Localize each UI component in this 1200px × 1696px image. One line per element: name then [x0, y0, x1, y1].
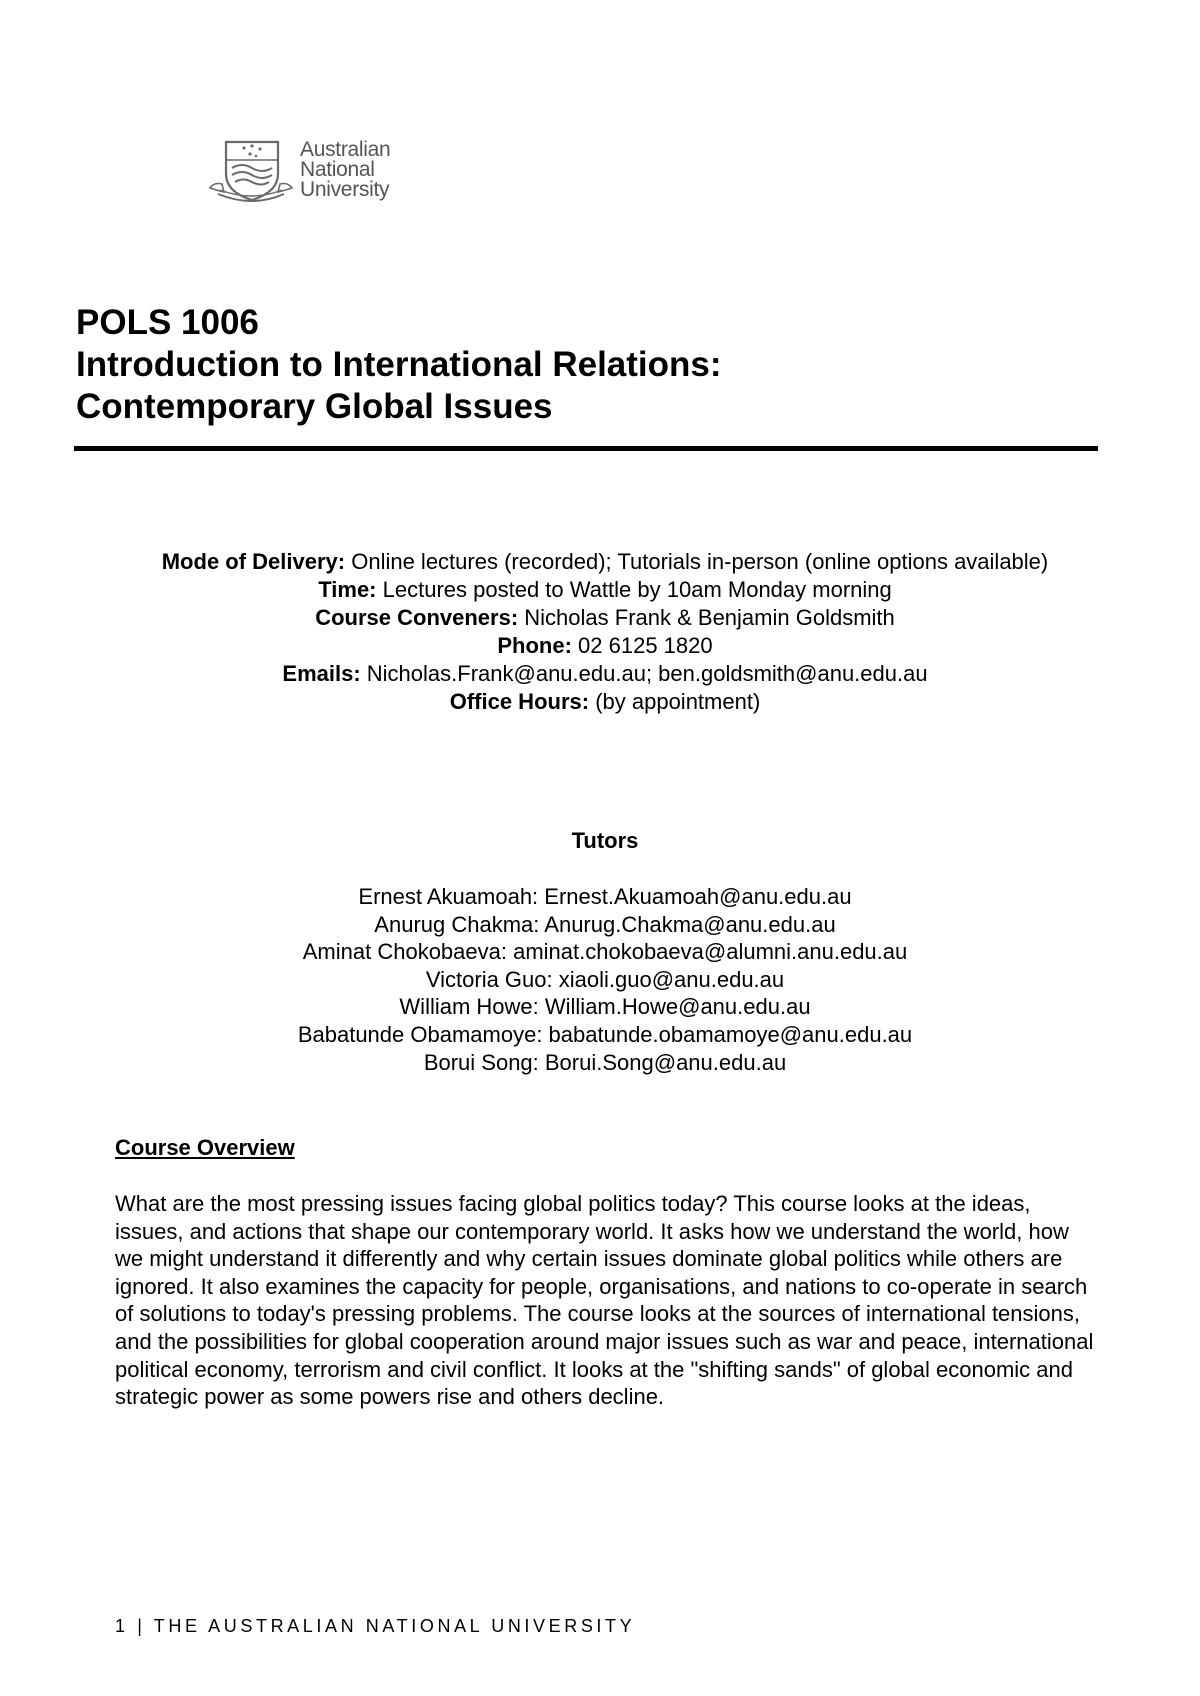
time: [150, 576, 1060, 604]
course-title: [76, 302, 1096, 428]
course-title-line-2: Contemporary Global Issues: [76, 387, 553, 426]
course-overview-body: What are the most pressing issues facing global politics today? This course looks at the ideas, issues, and actions that shape our contemporary world. It asks how we understand the world, how we might understand it differently and why certain issues dominate global politics while others are ignored. It also examines the capacity for people, organisations, and nations to co-operate in search of solutions to today's pressing problems. The course looks at the sources of international tensions, and the possibilities for global cooperation around major issues such as war and peace, international political economy, terrorism and civil conflict. It looks at the "shifting sands" of global economic and strategic power as some powers rise and others decline.: [115, 1191, 1094, 1410]
emails-label: Emails:: [282, 661, 361, 686]
tutors-list: [150, 883, 1060, 1076]
tutor-entry: Babatunde Obamamoye: babatunde.obamamoye@anu.edu.au: [297, 1021, 913, 1047]
conveners-value: Nicholas Frank & Benjamin Goldsmith: [518, 605, 895, 630]
phone: [150, 632, 1060, 660]
office-hours-label: Office Hours:: [449, 689, 590, 714]
tutor-entry: William Howe: William.Howe@anu.edu.au: [399, 994, 811, 1020]
conveners-label: Course Conveners:: [315, 605, 519, 630]
time-label: Time:: [318, 577, 377, 602]
tutor-entry: Borui Song: Borui.Song@anu.edu.au: [423, 1049, 787, 1075]
mode-label: Mode of Delivery:: [161, 549, 346, 574]
page-footer: 1 | THE AUSTRALIAN NATIONAL UNIVERSITY: [115, 1616, 636, 1636]
course-code: POLS 1006: [76, 303, 259, 342]
phone-value: 02 6125 1820: [571, 633, 713, 658]
mode-of-delivery: [150, 548, 1060, 576]
tutor-entry: Aminat Chokobaeva: aminat.chokobaeva@alumni.anu.edu.au: [302, 939, 908, 965]
office-hours-value: (by appointment): [589, 689, 761, 714]
tutor-entry: Victoria Guo: xiaoli.guo@anu.edu.au: [425, 966, 785, 992]
tutors-heading: Tutors: [571, 828, 639, 853]
office-hours: [150, 688, 1060, 716]
course-details: [150, 548, 1060, 716]
logo-word-2: National: [300, 158, 375, 181]
emails-value: Nicholas.Frank@anu.edu.au; ben.goldsmith@anu.edu.au: [360, 661, 928, 686]
course-title-line-1: Introduction to International Relations:: [76, 345, 722, 384]
logo-wordmark: [300, 140, 390, 200]
title-divider: [74, 446, 1098, 451]
time-value: Lectures posted to Wattle by 10am Monday morning: [376, 577, 892, 602]
emails: [150, 660, 1060, 688]
anu-crest-icon: [208, 138, 294, 206]
course-overview-heading: Course Overview: [115, 1135, 295, 1160]
mode-value: Online lectures (recorded); Tutorials in-person (online options available): [345, 549, 1049, 574]
logo-word-3: University: [300, 178, 390, 201]
logo-word-1: Australian: [300, 138, 391, 161]
tutor-entry: Ernest Akuamoah: Ernest.Akuamoah@anu.edu.au: [358, 884, 852, 909]
anu-logo: [208, 138, 408, 210]
phone-label: Phone:: [497, 633, 572, 658]
course-conveners: [150, 604, 1060, 632]
tutor-entry: Anurug Chakma: Anurug.Chakma@anu.edu.au: [374, 911, 836, 937]
